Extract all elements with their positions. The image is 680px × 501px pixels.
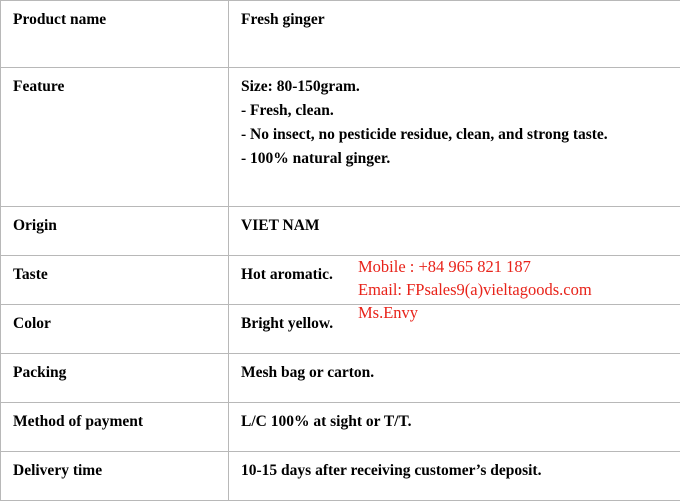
table-body [1, 1, 680, 501]
row-value-product-name: Fresh ginger [229, 1, 680, 68]
row-label-color: Color [1, 305, 229, 354]
contact-watermark [358, 256, 592, 324]
table-row-product-name [1, 1, 680, 68]
table-row-origin [1, 207, 680, 256]
row-label-packing: Packing [1, 354, 229, 403]
table-row-method-of-payment [1, 403, 680, 452]
row-label-product-name: Product name [1, 1, 229, 68]
feature-line: - No insect, no pesticide residue, clean, and strong taste. [241, 123, 680, 147]
row-label-feature: Feature [1, 68, 229, 207]
contact-mobile: Mobile : +84 965 821 187 [358, 256, 592, 279]
row-value-packing: Mesh bag or carton. [229, 354, 680, 403]
feature-line: - 100% natural ginger. [241, 147, 680, 171]
feature-line-list [241, 75, 680, 171]
feature-line: Size: 80-150gram. [241, 75, 680, 99]
contact-email: Email: FPsales9(a)vieltagoods.com [358, 279, 592, 302]
table-row-packing [1, 354, 680, 403]
row-value-feature [229, 68, 680, 207]
row-label-taste: Taste [1, 256, 229, 305]
feature-line: - Fresh, clean. [241, 99, 680, 123]
row-value-method-of-payment: L/C 100% at sight or T/T. [229, 403, 680, 452]
contact-person: Ms.Envy [358, 302, 592, 325]
table-row-feature [1, 68, 680, 207]
row-label-method-of-payment: Method of payment [1, 403, 229, 452]
row-value-color: Bright yellow. [229, 305, 680, 354]
row-value-origin: VIET NAM [229, 207, 680, 256]
row-value-delivery-time: 10-15 days after receiving customer’s deposit. [229, 452, 680, 501]
row-label-origin: Origin [1, 207, 229, 256]
row-value-taste: Hot aromatic. [229, 256, 680, 305]
row-label-delivery-time: Delivery time [1, 452, 229, 501]
table-row-delivery-time [1, 452, 680, 501]
